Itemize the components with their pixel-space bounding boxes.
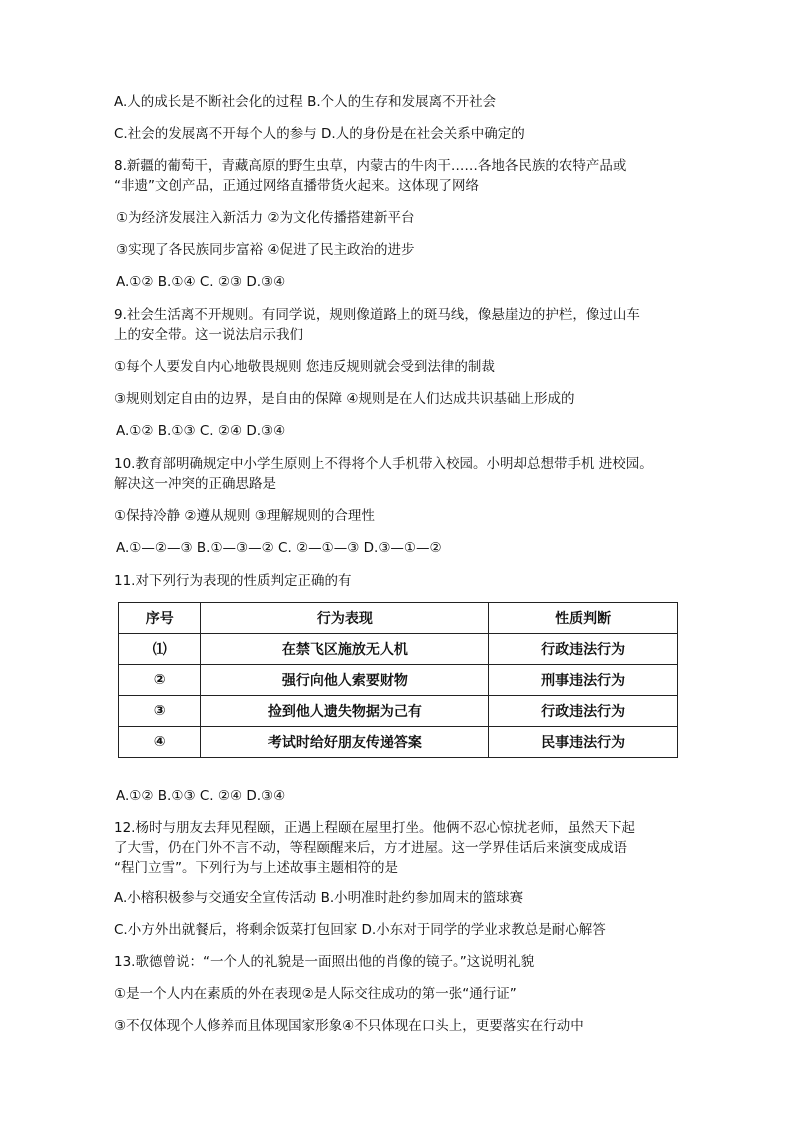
question-9-items-2: ③规则划定自由的边界，是自由的保障 ④规则是在人们达成共识基础上形成的: [114, 391, 575, 407]
table-header-row: [119, 603, 678, 634]
table-header-cell: 序号: [119, 603, 201, 634]
question-9-stem: 9.社会生活离不开规则。有同学说，规则像道路上的斑马线，像悬崖边的护栏，像过山车: [114, 307, 640, 323]
table-cell: 行政违法行为: [489, 696, 678, 727]
question-13-stem: 13.歌德曾说：“一个人的礼貌是一面照出他的肖像的镜子。”这说明礼貌: [114, 954, 535, 970]
table-cell: ⑴: [119, 634, 201, 665]
table-cell: 强行向他人索要财物: [201, 665, 489, 696]
table-header-cell: 性质判断: [489, 603, 678, 634]
table-cell: 捡到他人遗失物据为己有: [201, 696, 489, 727]
question-9-items-1: ①每个人要发自内心地敬畏规则 您违反规则就会受到法律的制裁: [114, 359, 495, 375]
table-row: [119, 634, 678, 665]
question-10-stem: 10.教育部明确规定中小学生原则上不得将个人手机带入校园。小明却总想带手机 进校园。: [114, 456, 653, 472]
question-9-stem-cont: 上的安全带。这一说法启示我们: [114, 327, 303, 343]
question-12-stem-cont: 了大雪，仍在门外不言不动，等程颐醒来后，方才进屋。这一学界佳话后来演变成成语: [114, 840, 627, 856]
table-cell: ②: [119, 665, 201, 696]
table-cell: 行政违法行为: [489, 634, 678, 665]
question-11-answers: A.①② B.①③ C. ②④ D.③④: [116, 788, 286, 804]
question-11-stem: 11.对下列行为表现的性质判定正确的有: [114, 573, 352, 589]
table-row: [119, 665, 678, 696]
question-13-items-2: ③不仅体现个人修养而且体现国家形象④不只体现在口头上，更要落实在行动中: [114, 1018, 584, 1034]
question-10-answers: A.①—②—③ B.①—③—② C. ②—①—③ D.③—①—②: [116, 540, 442, 556]
table-row: [119, 696, 678, 727]
question-8-stem-cont: “非遗”文创产品，正通过网络直播带货火起来。这体现了网络: [114, 178, 479, 194]
table-cell: 民事违法行为: [489, 727, 678, 758]
table-cell: ④: [119, 727, 201, 758]
question-12-stem: 12.杨时与朋友去拜见程颐，正遇上程颐在屋里打坐。他俩不忍心惊扰老师，虽然天下起: [114, 820, 635, 836]
line-1: A.人的成长是不断社会化的过程 B.个人的生存和发展离不开社会: [114, 94, 497, 110]
table-cell: 在禁飞区施放无人机: [201, 634, 489, 665]
table-row: [119, 727, 678, 758]
question-12-options-cd: C.小方外出就餐后，将剩余饭菜打包回家 D.小东对于同学的学业求教总是耐心解答: [114, 922, 606, 938]
question-8-answers: A.①② B.①④ C. ②③ D.③④: [116, 274, 286, 290]
question-8-items-2: ③实现了各民族同步富裕 ④促进了民主政治的进步: [116, 242, 415, 258]
question-13-items-1: ①是一个人内在素质的外在表现②是人际交往成功的第一张“通行证”: [114, 986, 517, 1002]
question-10-items: ①保持冷静 ②遵从规则 ③理解规则的合理性: [114, 508, 375, 524]
table-cell: ③: [119, 696, 201, 727]
table-cell: 刑事违法行为: [489, 665, 678, 696]
question-8-items-1: ①为经济发展注入新活力 ②为文化传播搭建新平台: [116, 210, 415, 226]
question-9-answers: A.①② B.①③ C. ②④ D.③④: [116, 423, 286, 439]
table-cell: 考试时给好朋友传递答案: [201, 727, 489, 758]
question-12-options-ab: A.小榕积极参与交通安全宣传活动 B.小明准时赴约参加周末的篮球赛: [114, 890, 524, 906]
question-12-stem-cont-2: “程门立雪”。下列行为与上述故事主题相符的是: [114, 860, 398, 876]
line-2: C.社会的发展离不开每个人的参与 D.人的身份是在社会关系中确定的: [114, 126, 525, 142]
question-8-stem: 8.新疆的葡萄干，青藏高原的野生虫草，内蒙古的牛肉干……各地各民族的农特产品或: [114, 158, 627, 174]
behavior-table: [118, 602, 678, 758]
table-header-cell: 行为表现: [201, 603, 489, 634]
question-10-stem-cont: 解决这一冲突的正确思路是: [114, 476, 276, 492]
